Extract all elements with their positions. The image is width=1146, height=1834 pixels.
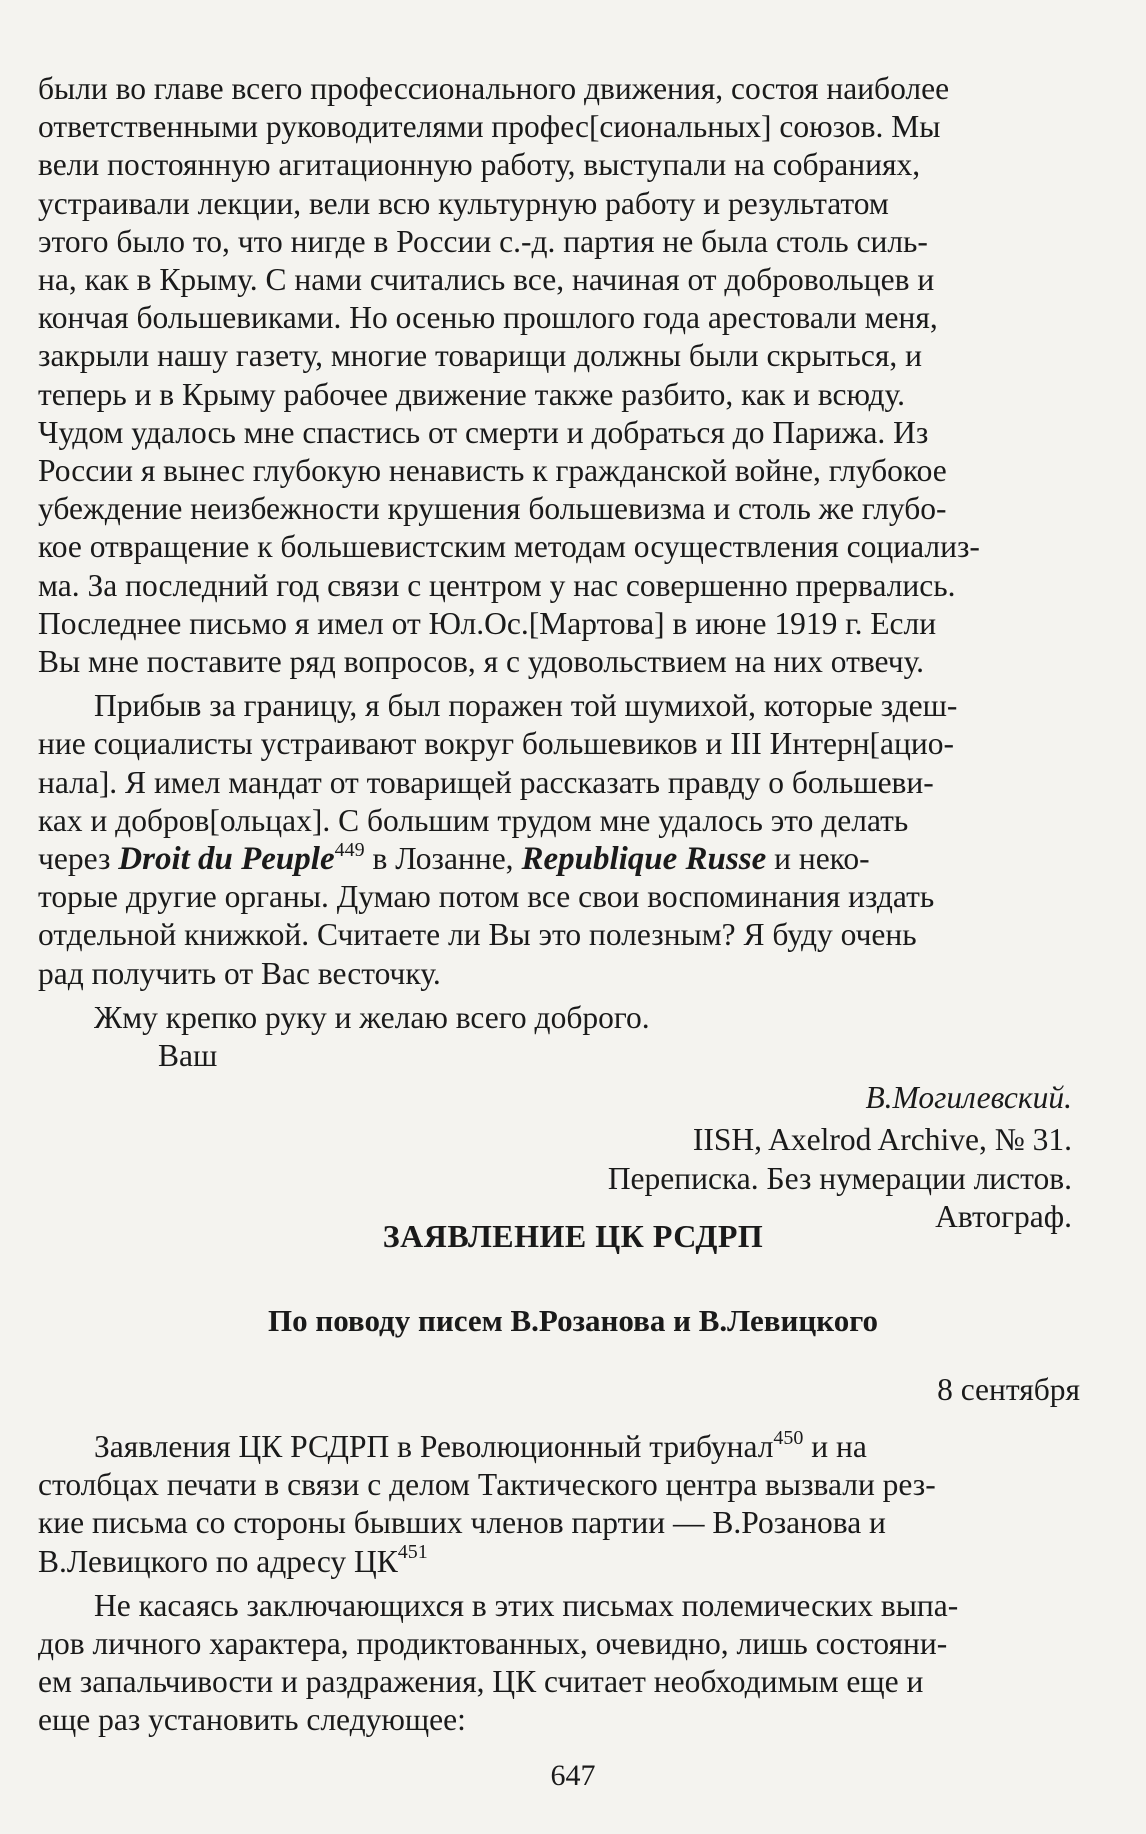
valediction: Ваш — [158, 1038, 218, 1074]
text-fragment: и на — [803, 1429, 867, 1464]
letter-body — [38, 70, 1072, 1236]
footnote-ref: 450 — [773, 1426, 804, 1449]
statement-date: 8 сентября — [937, 1372, 1080, 1407]
statement-body — [38, 1428, 1072, 1740]
footnote-ref: 451 — [397, 1541, 428, 1564]
text-line: были во главе всего профессионального движения, состоя наиболее — [38, 71, 950, 106]
text-line: теперь и в Крыму рабочее движение также разбито, как и всюду. — [38, 376, 905, 412]
text-line: рад получить от Вас весточку. — [38, 955, 441, 991]
section-title: ЗАЯВЛЕНИЕ ЦК РСДРП — [382, 1218, 764, 1254]
text-line: кончая большевиками. Но осенью прошлого года арестовали меня, — [38, 300, 938, 336]
text-line: кие письма со стороны бывших членов партии — В.Розанова и — [38, 1505, 886, 1541]
text-fragment: В.Левицкого по адресу ЦК — [38, 1543, 398, 1579]
text-line-publications — [38, 840, 1072, 878]
text-line: ма. За последний год связи с центром у нас совершенно прервались. — [38, 567, 956, 603]
text-line: вели постоянную агитационную работу, выступали на собраниях, — [38, 147, 921, 183]
text-line: дов личного характера, продиктованных, очевидно, лишь состояни- — [38, 1626, 948, 1662]
text-line: еще раз установить следующее: — [38, 1702, 466, 1738]
archive-autograph: Автограф. — [935, 1198, 1072, 1234]
closing-line: Жму крепко руку и желаю всего доброго. — [94, 999, 650, 1035]
signature: В.Могилевский. — [865, 1080, 1072, 1116]
text-line: ние социалисты устраивают вокруг большевиков и III Интерн[ацио- — [38, 726, 954, 762]
archive-source: IISH, Axelrod Archive, № 31. — [692, 1122, 1072, 1158]
text-line: Прибыв за границу, я был поражен той шумихой, которые здеш- — [94, 688, 958, 724]
text-line: ках и добров[ольцах]. С большим трудом мне удалось это делать — [38, 802, 909, 838]
text-line: ответственными руководителями профес[сиональных] союзов. Мы — [38, 109, 941, 145]
text-fragment: через — [38, 841, 119, 877]
text-line: на, как в Крыму. С нами считались все, начиная от добровольцев и — [38, 262, 935, 298]
text-line: убеждение неизбежности крушения большевизма и столь же глубо- — [38, 491, 947, 527]
archive-note: Переписка. Без нумерации листов. — [607, 1160, 1072, 1196]
footnote-ref: 449 — [334, 838, 365, 861]
text-line: этого было то, что нигде в России с.-д. партия не была столь силь- — [38, 223, 928, 259]
page-number: 647 — [550, 1759, 596, 1792]
text-fragment: Заявления ЦК РСДРП в Революционный трибунал — [94, 1429, 774, 1464]
text-fragment: и неко- — [766, 841, 870, 877]
text-line: закрыли нашу газету, многие товарищи должны были скрыться, и — [38, 338, 922, 374]
text-line: Вы мне поставите ряд вопросов, я с удовольствием на них отвечу. — [38, 644, 925, 680]
text-line: отдельной книжкой. Считаете ли Вы это полезным? Я буду очень — [38, 917, 917, 953]
text-line: устраивали лекции, вели всю культурную работу и результатом — [38, 185, 889, 221]
text-line: Последнее письмо я имел от Юл.Ос.[Мартова] в июне 1919 г. Если — [38, 605, 937, 641]
text-line — [38, 1543, 1072, 1581]
text-line: торые другие органы. Думаю потом все свои воспоминания издать — [38, 879, 935, 915]
text-line: кое отвращение к большевистским методам осуществления социализ- — [38, 529, 980, 565]
text-line: Чудом удалось мне спастись от смерти и добраться до Парижа. Из — [38, 414, 929, 450]
text-line: столбцах печати в связи с делом Тактического центра вызвали рез- — [38, 1467, 936, 1503]
text-line: нала]. Я имел мандат от товарищей рассказать правду о большеви- — [38, 764, 934, 800]
publication-title: Republique Russe — [521, 841, 767, 878]
text-line: России я вынес глубокую ненависть к гражданской войне, глубокое — [38, 453, 947, 489]
publication-title: Droit du Peuple — [118, 841, 335, 878]
text-line: Не касаясь заключающихся в этих письмах полемических выпа- — [94, 1587, 959, 1623]
text-line: ем запальчивости и раздражения, ЦК считает необходимым еще и — [38, 1664, 924, 1700]
text-fragment: в Лозанне, — [364, 841, 522, 877]
text-line — [38, 1428, 1072, 1466]
section-subtitle: По поводу писем В.Розанова и В.Левицкого — [267, 1303, 879, 1338]
